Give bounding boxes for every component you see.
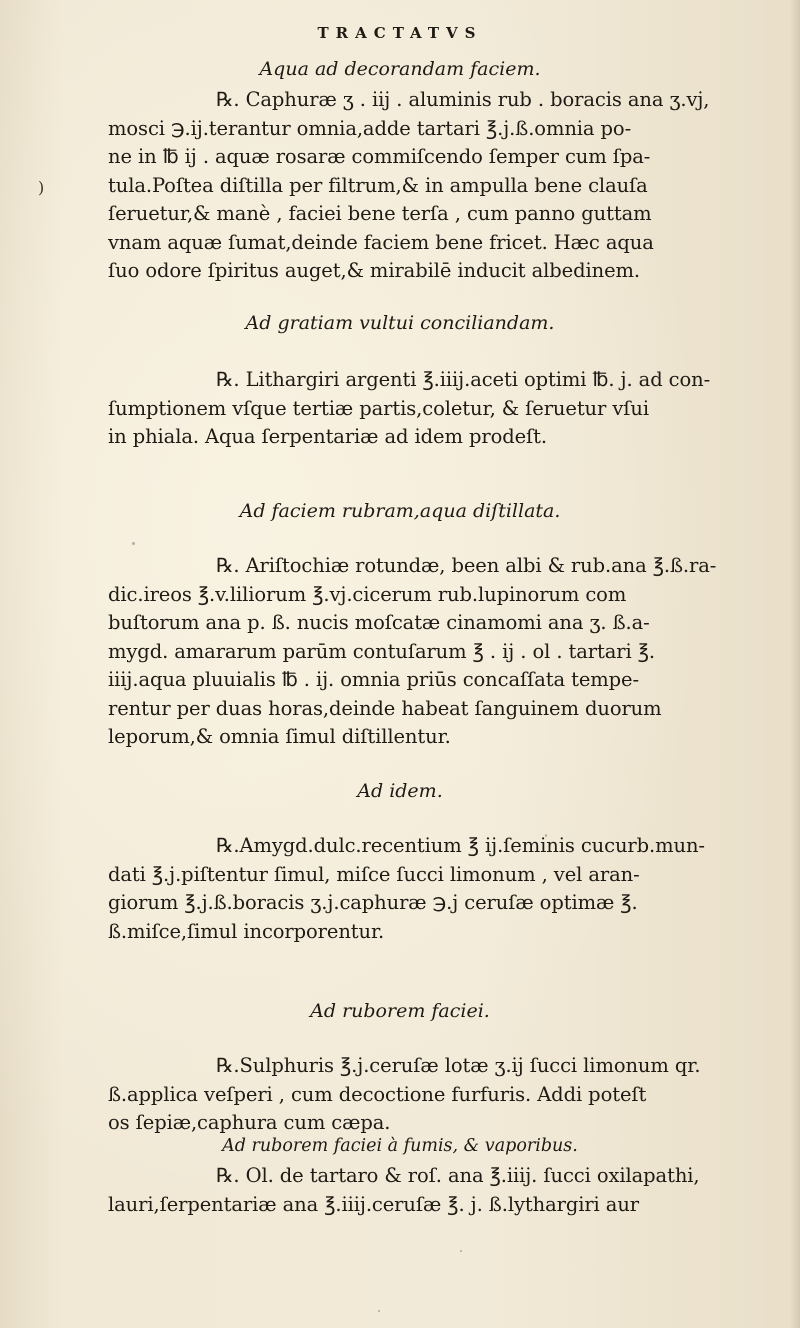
section-text-faciem-rubram [108, 552, 798, 752]
section-heading-ad-idem: Ad idem. [357, 780, 443, 802]
text-line: ℞. Ol. de tartaro & roſ. ana ℥.iiij. ſucci oxilapathi, [216, 1164, 700, 1187]
section-heading-gratiam-vultui: Ad gratiam vultui conciliandam. [245, 312, 555, 334]
section-text-aqua-decorandam [108, 86, 798, 286]
text-line: ℞. Ariſtochiæ rotundæ, been albi & rub.ana ℥.ß.ra- [216, 554, 717, 577]
section-heading-ruborem-fumis: Ad ruborem faciei à fumis, & vaporibus. [222, 1136, 578, 1156]
text-line: ſumptionem vſque tertiæ partis,coletur, & ſeruetur vſui [108, 396, 649, 420]
text-line: os ſepiæ,caphura cum cæpa. [108, 1111, 391, 1134]
text-line: buſtorum ana p. ß. nucis moſcatæ cinamomi ana ʒ. ß.a- [108, 611, 650, 634]
text-line: lauri,ſerpentariæ ana ℥.iiij.ceruſæ ℥. j. ß.lythargiri aur [108, 1192, 640, 1216]
text-line: ℞. Lithargiri argenti ℥.iiij.aceti optimi ℔. j. ad con- [216, 368, 711, 391]
text-line: dati ℥.j.piſtentur ſimul, miſce ſucci limonum , vel aran- [108, 862, 640, 886]
text-line: ℞.Sulphuris ℥.j.ceruſæ lotæ ʒ.ij ſucci limonum qr. [216, 1054, 701, 1077]
running-head: TRACTATVS [317, 24, 483, 42]
text-line: ℞.Amygd.dulc.recentium ℥ ij.ſeminis cucurb.mun- [216, 834, 705, 857]
text-line: mygd. amararum parūm contuſarum ℥ . ij . ol . tartari ℥. [108, 639, 656, 663]
text-line: ſuo odore ſpiritus auget,& mirabilē inducit albedinem. [108, 259, 641, 282]
text-line: iiij.aqua pluuialis ℔ . ij. omnia priūs concaſſata tempe- [108, 668, 639, 691]
text-line: ſeruetur,& manè , faciei bene terſa , cum panno guttam [108, 202, 652, 225]
text-line: dic.ireos ℥.v.liliorum ℥.vj.cicerum rub.lupinorum com [108, 582, 627, 606]
margin-mark: ) [38, 178, 45, 197]
section-heading-faciem-rubram: Ad faciem rubram,aqua diſtillata. [239, 500, 561, 522]
text-line: ne in ℔ ij . aquæ rosaræ commiſcendo ſemper cum ſpa- [108, 145, 651, 168]
text-line: tula.Poſtea diſtilla per filtrum,& in ampulla bene clauſa [108, 173, 648, 197]
section-text-ruborem-faciei [108, 1052, 798, 1138]
paper-speck [460, 1250, 462, 1252]
section-text-ad-idem [108, 832, 798, 946]
paper-speck [378, 1310, 380, 1312]
paper-speck [545, 834, 547, 837]
paper-speck [132, 542, 135, 545]
text-line: giorum ℥.j.ß.boracis ʒ.j.caphuræ ℈.j ceruſæ optimæ ℥. [108, 891, 638, 914]
section-text-ruborem-fumis [108, 1162, 798, 1219]
section-heading-aqua-decorandam: Aqua ad decorandam faciem. [259, 58, 541, 80]
text-line: ß.miſce,ſimul incorporentur. [108, 919, 385, 943]
text-line: rentur per duas horas,deinde habeat ſanguinem duorum [108, 696, 662, 720]
text-line: in phiala. Aqua ſerpentariæ ad idem prodeſt. [108, 425, 547, 448]
section-heading-ruborem-faciei: Ad ruborem faciei. [310, 1000, 490, 1022]
section-text-gratiam-vultui [108, 366, 798, 452]
text-line: ℞. Caphuræ ʒ . iij . aluminis rub . boracis ana ʒ.vj, [216, 88, 710, 111]
text-line: leporum,& omnia ſimul diſtillentur. [108, 725, 451, 748]
text-line: mosci ℈.ij.terantur omnia,adde tartari ℥.j.ß.omnia po- [108, 116, 632, 140]
text-line: ß.applica veſperi , cum decoctione furfuris. Addi poteſt [108, 1082, 647, 1106]
text-line: vnam aquæ ſumat,deinde faciem bene fricet. Hæc aqua [108, 230, 654, 254]
